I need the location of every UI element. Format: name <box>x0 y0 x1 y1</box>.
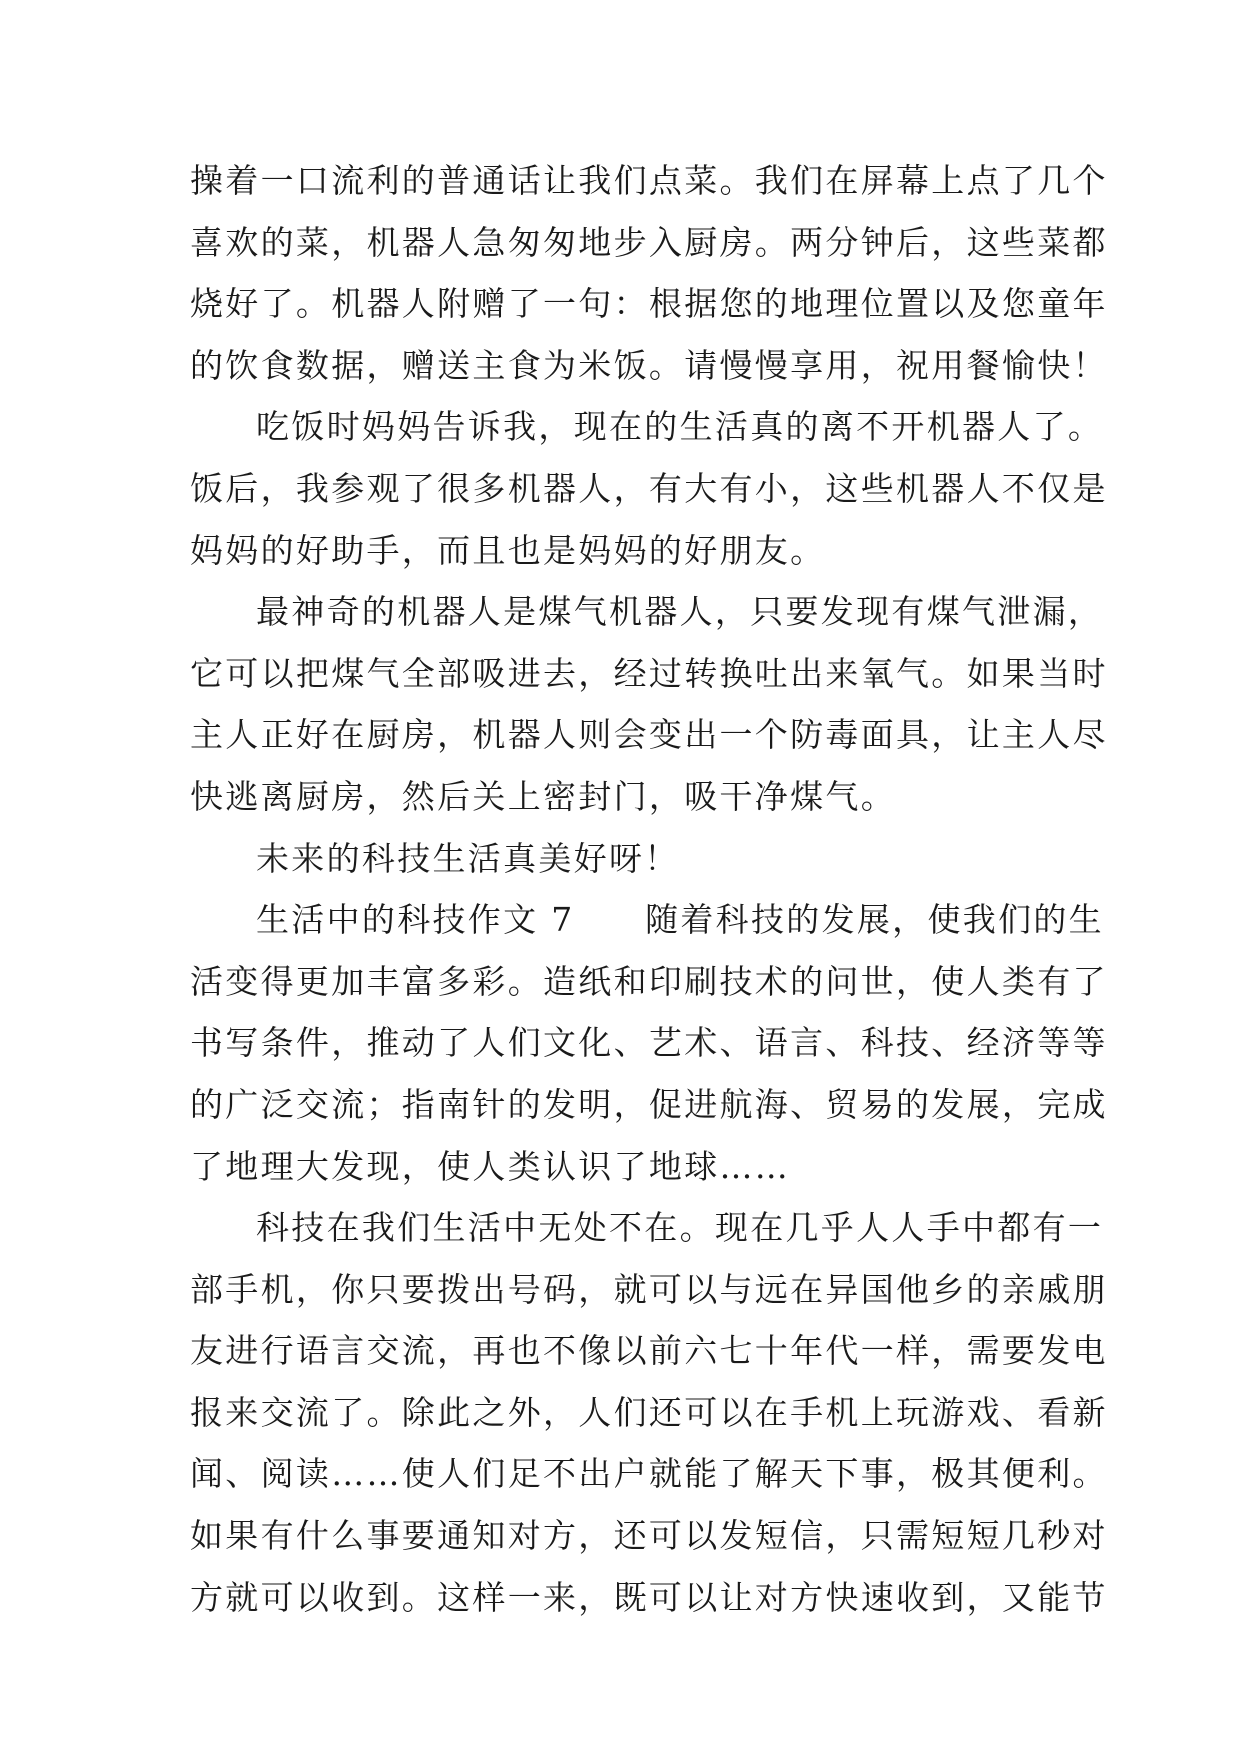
text-line: 烧好了。机器人附赠了一句：根据您的地理位置以及您童年 <box>190 284 1108 324</box>
text-line: 快逃离厨房，然后关上密封门，吸干净煤气。 <box>190 776 896 816</box>
text-line: 妈妈的好助手，而且也是妈妈的好朋友。 <box>190 530 826 570</box>
text-line: 操着一口流利的普通话让我们点菜。我们在屏幕上点了几个 <box>190 161 1108 200</box>
text-line: 部手机，你只要拨出号码，就可以与远在异国他乡的亲戚朋 <box>190 1269 1108 1309</box>
text-line: 喜欢的菜，机器人急匆匆地步入厨房。两分钟后，这些菜都 <box>190 222 1108 262</box>
text-line: 它可以把煤气全部吸进去，经过转换吐出来氧气。如果当时 <box>190 653 1108 693</box>
text-line: 方就可以收到。这样一来，既可以让对方快速收到，又能节 <box>190 1577 1108 1617</box>
text-line: 如果有什么事要通知对方，还可以发短信，只需短短几秒对 <box>190 1516 1108 1556</box>
text-line: 的饮食数据，赠送主食为米饭。请慢慢享用，祝用餐愉快！ <box>190 345 1108 385</box>
text-line: 的广泛交流；指南针的发明，促进航海、贸易的发展，完成 <box>190 1084 1108 1124</box>
text-line: 了地理大发现，使人类认识了地球…… <box>190 1146 791 1186</box>
text-line: 报来交流了。除此之外，人们还可以在手机上玩游戏、看新 <box>190 1392 1108 1432</box>
text-line: 未来的科技生活真美好呀！ <box>256 838 680 878</box>
body-text <box>190 150 1108 1628</box>
text-line: 书写条件，推动了人们文化、艺术、语言、科技、经济等等 <box>190 1023 1108 1063</box>
text-line: 友进行语言交流，再也不像以前六七十年代一样，需要发电 <box>190 1331 1108 1371</box>
text-line: 闻、阅读……使人们足不出户就能了解天下事，极其便利。 <box>190 1454 1108 1494</box>
text-line: 主人正好在厨房，机器人则会变出一个防毒面具，让主人尽 <box>190 715 1108 755</box>
text-line: 生活中的科技作文 7 随着科技的发展，使我们的生 <box>256 900 1104 940</box>
text-line: 科技在我们生活中无处不在。现在几乎人人手中都有一 <box>256 1208 1104 1248</box>
text-line: 活变得更加丰富多彩。造纸和印刷技术的问世，使人类有了 <box>190 961 1108 1001</box>
text-line: 饭后，我参观了很多机器人，有大有小，这些机器人不仅是 <box>190 468 1108 508</box>
text-line: 吃饭时妈妈告诉我，现在的生活真的离不开机器人了。 <box>256 407 1104 447</box>
text-line: 最神奇的机器人是煤气机器人，只要发现有煤气泄漏， <box>256 592 1104 632</box>
